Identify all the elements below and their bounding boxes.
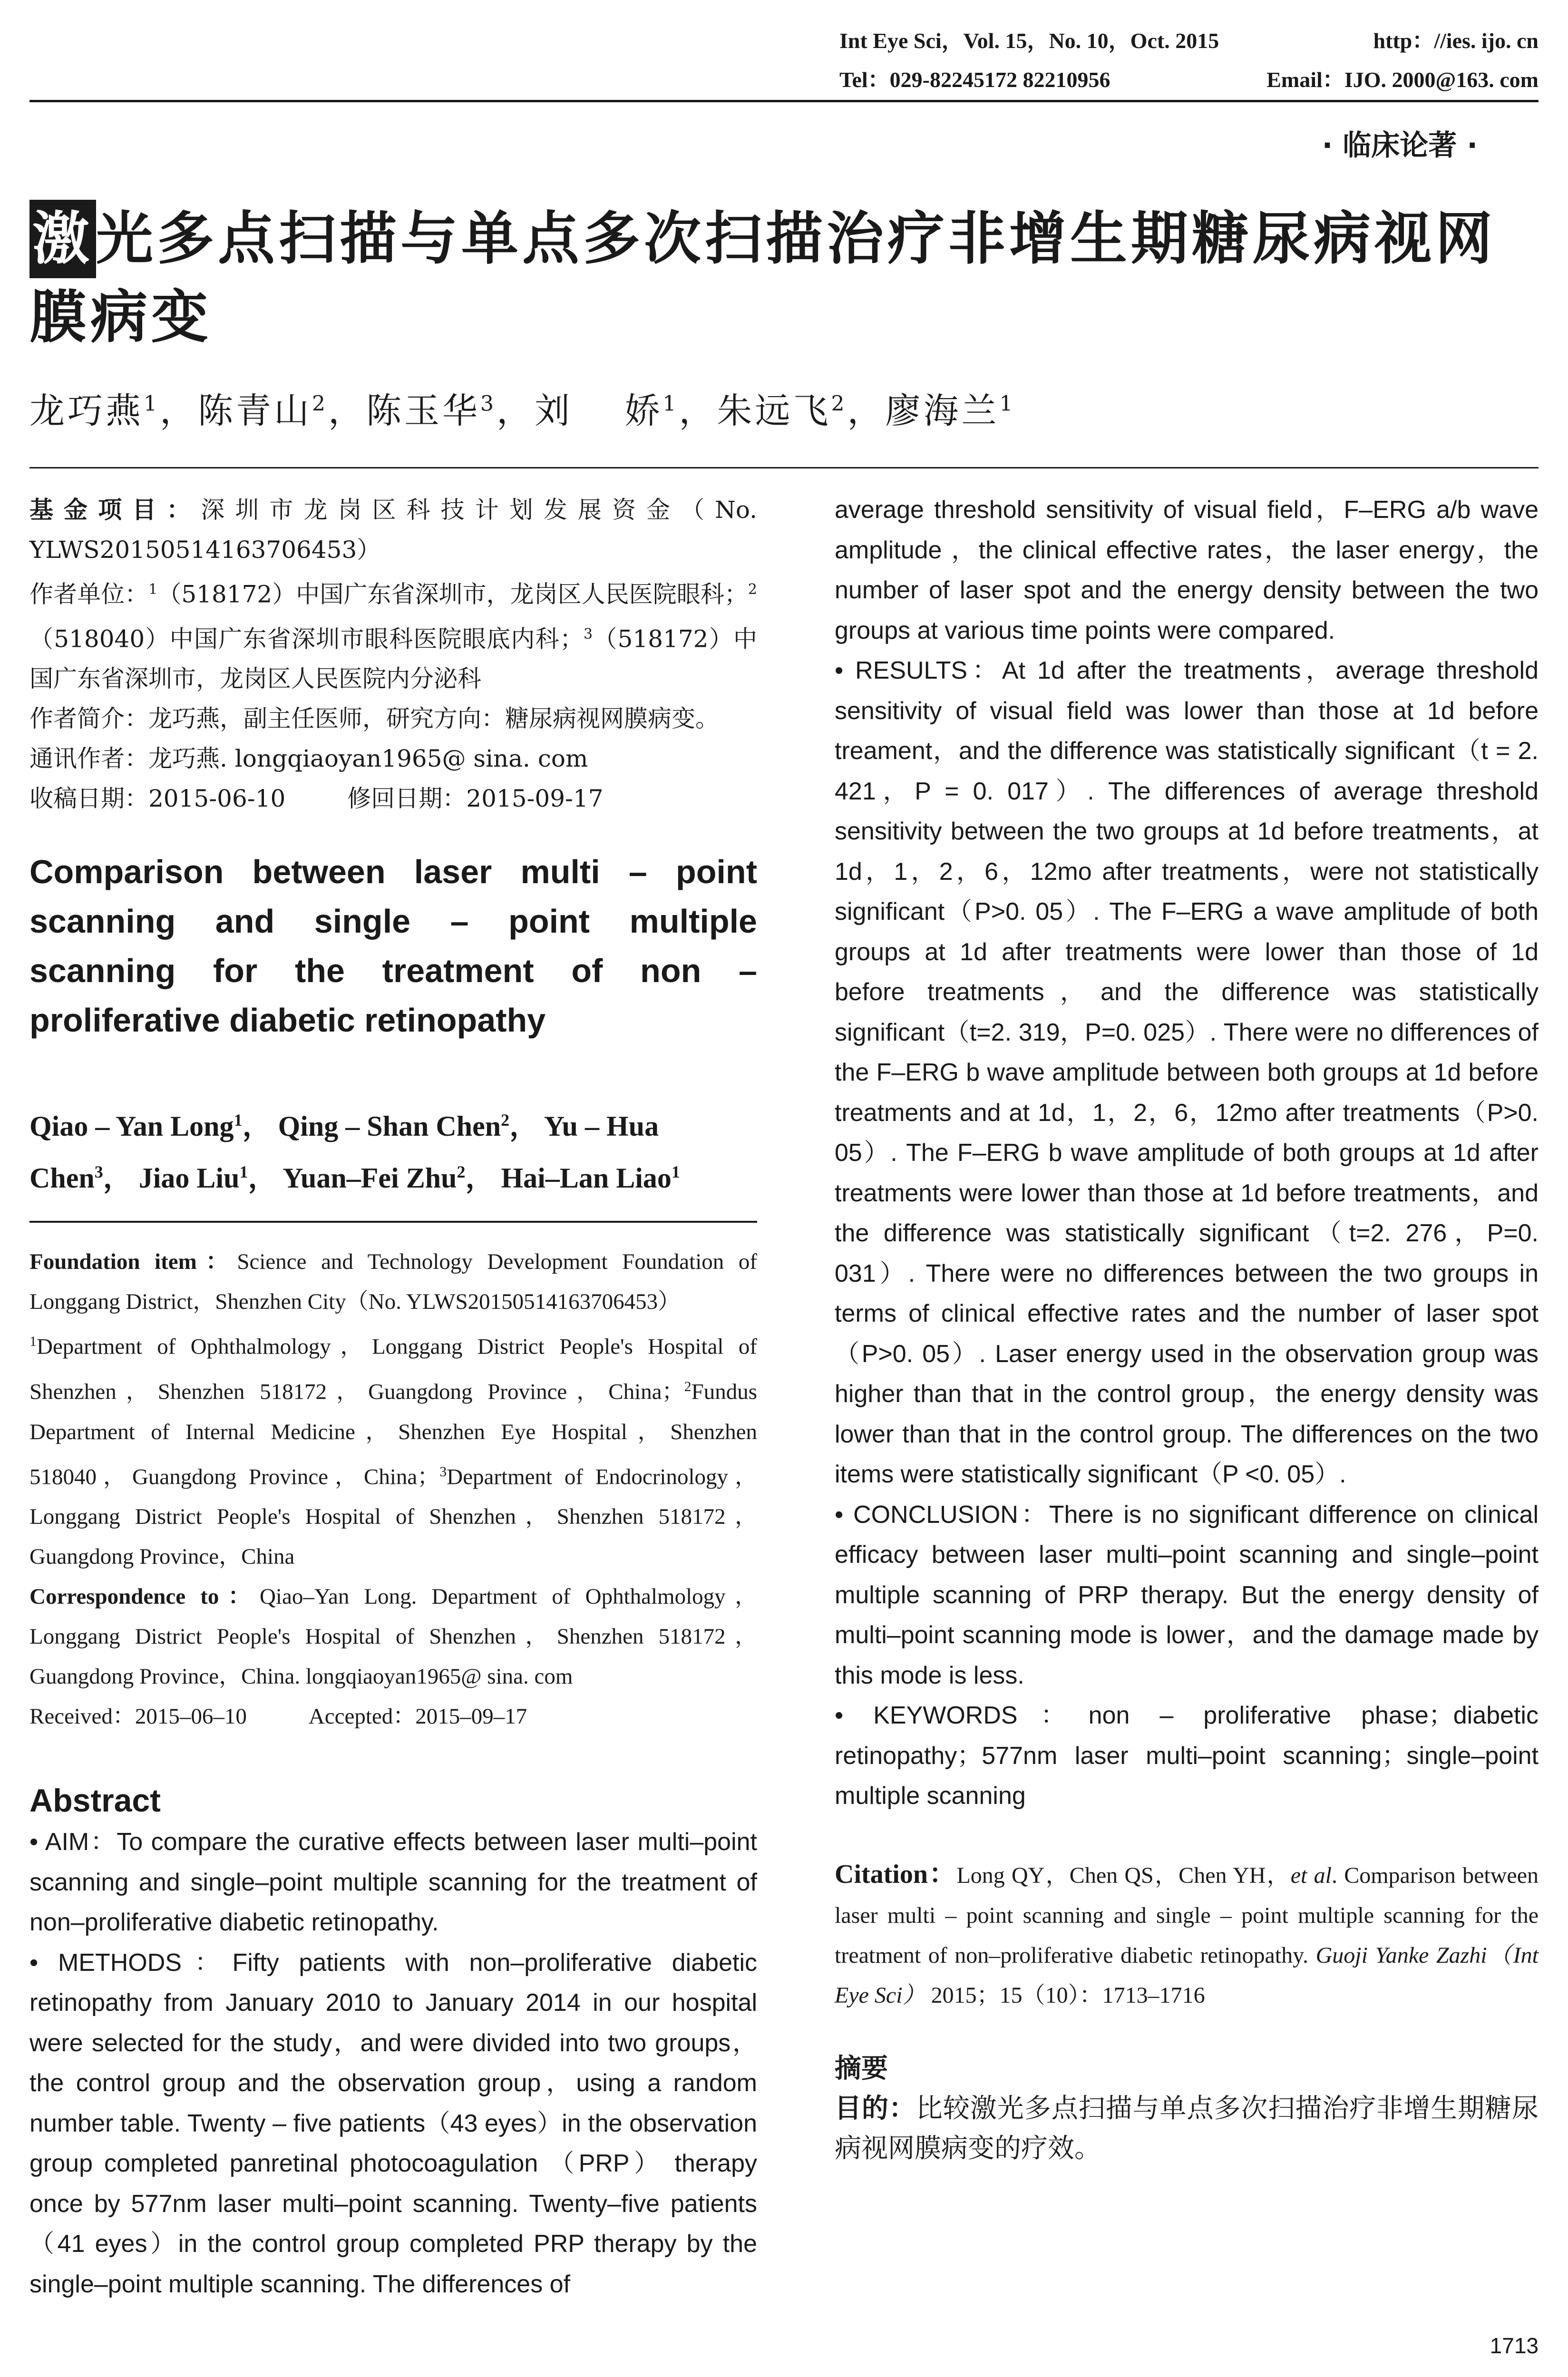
en-corr-label: Correspondence to： xyxy=(29,1584,260,1609)
citation-journal: Guoji Yanke Zazhi（Int Eye Sci） xyxy=(835,1942,1539,2008)
abstract-right xyxy=(835,490,1539,1816)
english-title: Comparison between laser multi – point scanning and single – point multiple scanning for the treatment of non – proliferative diabetic retinopathy xyxy=(29,853,757,1039)
en-affil-1: Department of Ophthalmology，Longgang District People's Hospital of Shenzhen，Shenzhen 518172，Guangdong Province，China； xyxy=(29,1334,757,1404)
en-affil-2: Fundus Department of Internal Medicine，Shenzhen Eye Hospital，Shenzhen 518040，Guangdong Province，China； xyxy=(29,1379,757,1490)
english-meta-divider xyxy=(29,1221,757,1223)
cn-foundation-label: 基金项目： xyxy=(29,496,201,524)
en-foundation-text: Science and Technology Development Foundation of Longgang District，Shenzhen City（No. YLWS20150514163706453） xyxy=(29,1249,757,1315)
author-sup: 2 xyxy=(312,391,328,416)
citation: Citation：Long QY，Chen QS，Chen YH，et al. Comparison between laser multi – point scanning and single – point multiple scanning for the treatment of non–proliferative diabetic retinopathy. Guoji Yanke Zazhi（Int Eye Sci） 2015；15（10）：1713–1716 xyxy=(835,1859,1539,2008)
en-dates xyxy=(29,1696,757,1736)
author-en: Yu – Hua Chen xyxy=(29,1111,659,1194)
abstract-methods-cont: average threshold sensitivity of visual field，F–ERG a/b wave amplitude ，the clinical effective rates，the laser energy，the number of laser spot and the energy density between the two groups at various time points were compared. xyxy=(835,496,1539,644)
en-foundation xyxy=(29,1242,757,1322)
en-received: Received：2015–06–10 xyxy=(29,1704,247,1729)
cn-unit-2: （518040）中国广东省深圳市眼科医院眼底内科； xyxy=(29,625,584,653)
abstract-methods: • METHODS：Fifty patients with non–proliferative diabetic retinopathy from January 2010 to January 2014 in our hospital were selected for the study，and were divided into two groups，the control group and the observation group，using a random number table. Twenty – five patients（43 eyes）in the observation group completed panretinal photocoagulation （PRP） therapy once by 577nm laser multi–point scanning. Twenty–five patients （41 eyes）in the control group completed PRP therapy by the single–point multiple scanning. The differences of xyxy=(29,1948,757,2298)
cn-unit-3: （518172）中国广东省深圳市，龙岗区人民医院内分泌科 xyxy=(29,625,758,693)
english-meta xyxy=(29,1242,757,1736)
abstract-conclusion: • CONCLUSION：There is no significant difference on clinical efficacy between laser multi–point scanning and single–point multiple scanning of PRP therapy. But the energy density of multi–point scanning mode is lower，and the damage made by this mode is less. xyxy=(835,1500,1539,1689)
en-correspondence xyxy=(29,1577,757,1696)
author-sup: 1 xyxy=(999,391,1016,416)
abstract-aim: • AIM：To compare the curative effects between laser multi–point scanning and single–point multiple scanning for the treatment of non–proliferative diabetic retinopathy. xyxy=(29,1828,757,1937)
cn-dates xyxy=(29,779,757,818)
abstract-keywords: • KEYWORDS：non – proliferative phase；diabetic retinopathy；577nm laser multi–point scanning；single–point multiple scanning xyxy=(835,1702,1539,1810)
citation-label: Citation： xyxy=(835,1859,957,1889)
authors-cn: 龙巧燕$^1$，陈青山$^2$，陈玉华$^3$，刘 娇$^1$，朱远飞$^2$，廖海兰$^1$ xyxy=(29,390,1016,431)
abstract-heading: Abstract xyxy=(29,1783,161,1819)
english-authors: Qiao – Yan Long$^1$， Qing – Shan Chen$^2$， Yu – Hua Chen$^3$， Jiao Liu$^1$， Yuan–Fei Zhu$^2$， Hai–Lan Liao$^1$ xyxy=(29,1111,680,1194)
author-sup: 1 xyxy=(144,391,160,416)
author-cn: 龙巧燕 xyxy=(29,390,144,431)
cn-foundation xyxy=(29,490,757,570)
author-sup: 1 xyxy=(662,391,679,416)
journal-tel: Tel：029-82245172 82210956 xyxy=(839,68,1110,92)
author-en: Hai–Lan Liao xyxy=(501,1162,672,1194)
author-sup: 2 xyxy=(831,391,847,416)
en-affil-3: Department of Endocrinology，Longgang District People's Hospital of Shenzhen，Shenzhen 518172，Guangdong Province，China xyxy=(29,1464,758,1569)
author-cn: 陈玉华 xyxy=(366,390,480,431)
cn-foundation-text: 深圳市龙岗区科技计划发展资金（No. YLWS20150514163706453） xyxy=(29,496,757,564)
abstract-left xyxy=(29,1822,757,2304)
page-number: 1713 xyxy=(1490,2333,1539,2358)
title-first-char: 激 xyxy=(29,200,96,278)
article-title xyxy=(29,200,1542,357)
author-sup: 3 xyxy=(480,391,497,416)
author-en: Jiao Liu xyxy=(138,1162,240,1194)
author-en: Qing – Shan Chen xyxy=(278,1111,501,1142)
cn-unit-1: （518172）中国广东省深圳市，龙岗区人民医院眼科； xyxy=(157,580,748,608)
cn-units: 作者单位：$^1$（518172）中国广东省深圳市，龙岗区人民医院眼科；$^2$（518040）中国广东省深圳市眼科医院眼底内科；$^3$（518172）中国广东省深圳市，龙岗区人民医院内分泌科 xyxy=(29,580,758,693)
right-column xyxy=(835,490,1539,2169)
journal-email[interactable]: Email：IJO. 2000@163. com xyxy=(1266,68,1539,92)
cn-unit-label: 作者单位： xyxy=(29,580,149,608)
cn-aim-text: 比较激光多点扫描与单点多次扫描治疗非增生期糖尿病视网膜病变的疗效。 xyxy=(835,2093,1539,2164)
author-en: Qiao – Yan Long xyxy=(29,1111,234,1142)
author-cn: 刘 娇 xyxy=(535,390,663,431)
journal-url[interactable]: http：//ies. ijo. cn xyxy=(1373,29,1539,53)
en-foundation-label: Foundation item： xyxy=(29,1249,237,1275)
author-cn: 廖海兰 xyxy=(885,390,1000,431)
authors-rule xyxy=(29,467,1539,468)
cn-abstract xyxy=(835,2089,1539,2169)
cn-meta xyxy=(29,490,757,818)
author-cn: 朱远飞 xyxy=(717,390,831,431)
author-en: Yuan–Fei Zhu xyxy=(282,1162,457,1194)
author-cn: 陈青山 xyxy=(198,390,312,431)
cn-revised: 修回日期：2015-09-17 xyxy=(347,785,604,813)
en-affiliations: $^1$Department of Ophthalmology，Longgang District People's Hospital of Shenzhen，Shenzhen 518172，Guangdong Province，China；$^2$Fundus Department of Internal Medicine，Shenzhen Eye Hospital，Shenzhen 518040，Guangdong Province，China；$^3$Department of Endocrinology，Longgang District People's Hospital of Shenzhen，Shenzhen 518172，Guangdong Province，China xyxy=(29,1334,758,1569)
cn-aim-label: 目的： xyxy=(835,2093,916,2124)
left-column xyxy=(29,490,757,2304)
title-rest: 光多点扫描与单点多次扫描治疗非增生期糖尿病视网膜病变 xyxy=(29,206,1496,351)
journal-info: Int Eye Sci，Vol. 15，No. 10，Oct. 2015 xyxy=(839,29,1219,53)
section-tag: · 临床论著 · xyxy=(1322,129,1478,162)
en-corr-text: Qiao–Yan Long. Department of Ophthalmology，Longgang District People's Hospital of Shenzhen，Shenzhen 518172，Guangdong Province，China. longqiaoyan1965@ sina. com xyxy=(29,1584,757,1689)
header-rule xyxy=(29,100,1539,102)
cn-bio: 作者简介：龙巧燕，副主任医师，研究方向：糖尿病视网膜病变。 xyxy=(29,705,719,733)
cn-received: 收稿日期：2015-06-10 xyxy=(29,785,286,813)
abstract-results: • RESULTS：At 1d after the treatments，average threshold sensitivity of visual field was lower than those at 1d before treament，and the difference was statistically significant（t = 2. 421，P = 0. 017）. The differences of average threshold sensitivity between the two groups at 1d before treatments，at 1d，1，2，6，12mo after treatments，were not statistically significant（P>0. 05）. The F–ERG a wave amplitude of both groups at 1d after treatments were lower than those of 1d before treatments，and the difference was statistically significant（t=2. 319，P=0. 025）. There were no differences of the F–ERG b wave amplitude between both groups at 1d before treatments and at 1d，1，2，6，12mo after treatments（P>0. 05）. The F–ERG b wave amplitude of both groups at 1d after treatments were lower than those at 1d before treatments，and the difference was statistically significant（t=2. 276，P=0. 031）. There were no differences between the two groups in terms of clinical effective rates and the number of laser spot（P>0. 05）. Laser energy used in the observation group was higher than that in the control group，the energy density was lower than that in the control group. The differences on the two items were statistically significant（P <0. 05）. xyxy=(835,657,1539,1488)
en-accepted: Accepted：2015–09–17 xyxy=(308,1704,527,1729)
cn-abstract-heading: 摘要 xyxy=(835,2053,888,2084)
cn-correspondence: 通讯作者：龙巧燕. longqiaoyan1965@ sina. com xyxy=(29,745,588,773)
